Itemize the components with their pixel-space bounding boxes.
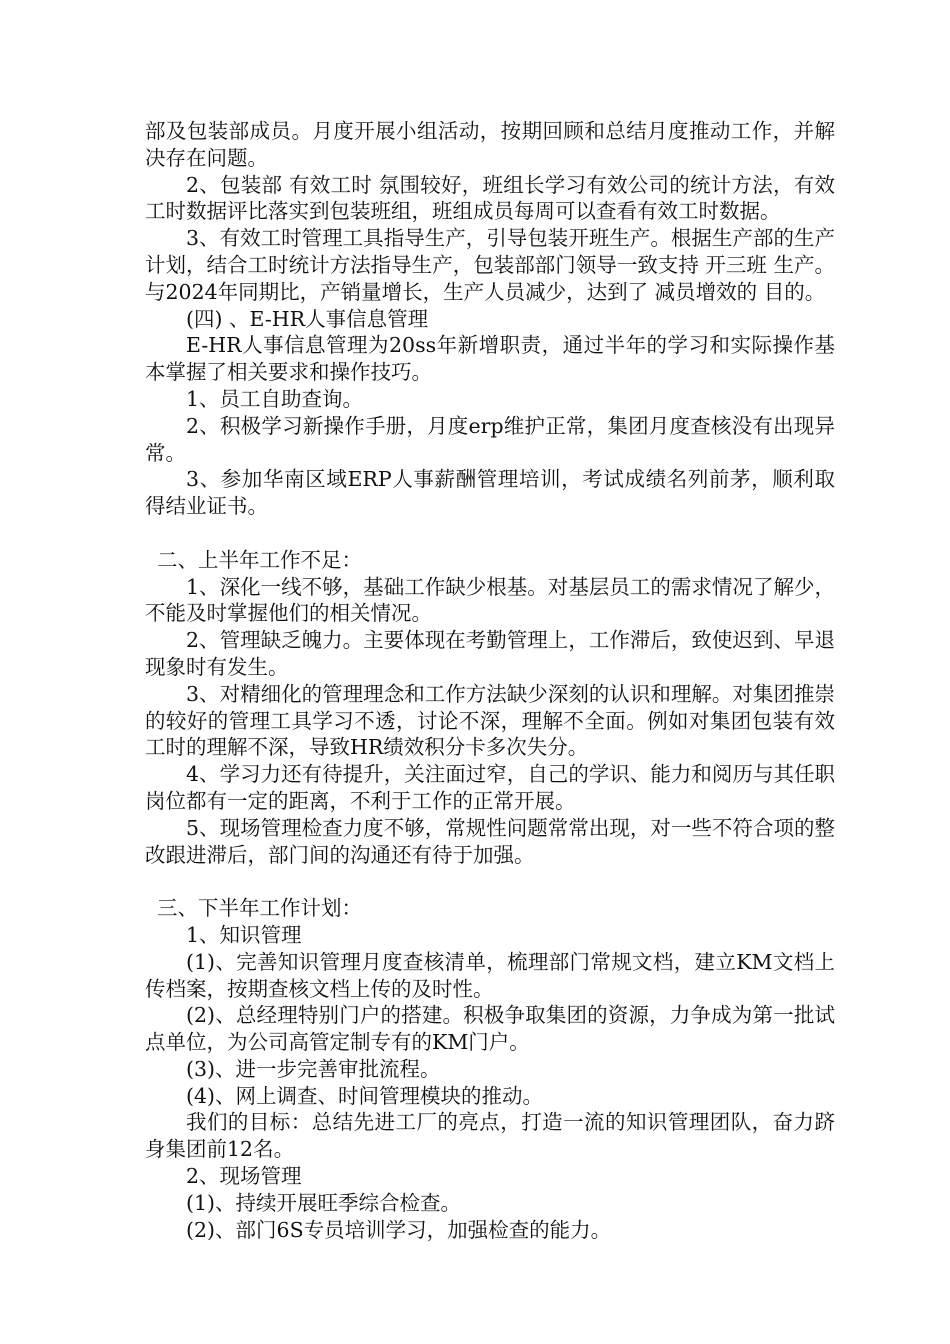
blank-line <box>145 868 835 895</box>
paragraph: 部及包装部成员。月度开展小组活动，按期回顾和总结月度推动工作，并解决存在问题。 <box>145 119 835 170</box>
subsection-heading: 2、现场管理 <box>186 1164 302 1189</box>
paragraph: 2、包装部 有效工时 氛围较好，班组长学习有效公司的统计方法，有效工时数据评比落实到包装班组，班组成员每周可以查看有效工时数据。 <box>145 172 835 224</box>
section-subheading: (四) 、E-HR人事信息管理 <box>186 306 429 331</box>
blank-line <box>145 520 835 547</box>
paragraph: 3、有效工时管理工具指导生产，引导包装开班生产。根据生产部的生产计划，结合工时统计方法指导生产，包装部部门领导一致支持 开三班 生产。与2024年同期比，产销量增长，生产人员减少，达到了 减员增效的 目的。 <box>145 226 835 304</box>
subsection-heading: 1、知识管理 <box>186 922 302 947</box>
paragraph: E-HR人事信息管理为20ss年新增职责，通过半年的学习和实际操作基本掌握了相关要求和操作技巧。 <box>145 333 835 385</box>
section-heading: 三、下半年工作计划： <box>157 896 362 921</box>
section-heading: 二、上半年工作不足： <box>157 547 362 572</box>
list-item: 1、深化一线不够，基础工作缺少根基。对基层员工的需求情况了解少，不能及时掌握他们的相关情况。 <box>145 574 835 626</box>
list-item: 3、参加华南区域ERP人事薪酬管理培训，考试成绩名列前茅，顺利取得结业证书。 <box>145 467 835 519</box>
list-item: 1、员工自助查询。 <box>186 386 364 411</box>
list-item: 5、现场管理检查力度不够，常规性问题常常出现，对一些不符合项的整改跟进滞后，部门间的沟通还有待于加强。 <box>145 815 835 867</box>
list-item: (3)、进一步完善审批流程。 <box>186 1056 441 1081</box>
list-item: (1)、完善知识管理月度查核清单，梳理部门常规文档，建立KM文档上传档案，按期查核文档上传的及时性。 <box>145 949 835 1001</box>
list-item: (4)、网上调查、时间管理模块的推动。 <box>186 1083 544 1108</box>
list-item: 4、学习力还有待提升，关注面过窄，自己的学识、能力和阅历与其任职岗位都有一定的距离，不利于工作的正常开展。 <box>145 762 835 813</box>
list-item: (2)、总经理特别门户的搭建。积极争取集团的资源，力争成为第一批试点单位，为公司高管定制专有的KM门户。 <box>145 1003 835 1055</box>
list-item: 3、对精细化的管理理念和工作方法缺少深刻的认识和理解。对集团推崇的较好的管理工具学习不透，讨论不深，理解不全面。例如对集团包装有效工时的理解不深，导致HR绩效积分卡多次失分。 <box>145 681 835 760</box>
list-item: (1)、持续开展旺季综合检查。 <box>186 1190 462 1215</box>
list-item: 2、积极学习新操作手册，月度erp维护正常，集团月度查核没有出现异常。 <box>145 413 835 465</box>
list-item: 2、管理缺乏魄力。主要体现在考勤管理上，工作滞后，致使迟到、早退现象时有发生。 <box>145 628 835 679</box>
paragraph: 我们的目标：总结先进工厂的亮点，打造一流的知识管理团队，奋力跻身集团前12名。 <box>145 1110 835 1162</box>
list-item: (2)、部门6S专员培训学习，加强检查的能力。 <box>186 1217 612 1242</box>
document-body <box>145 118 835 1243</box>
